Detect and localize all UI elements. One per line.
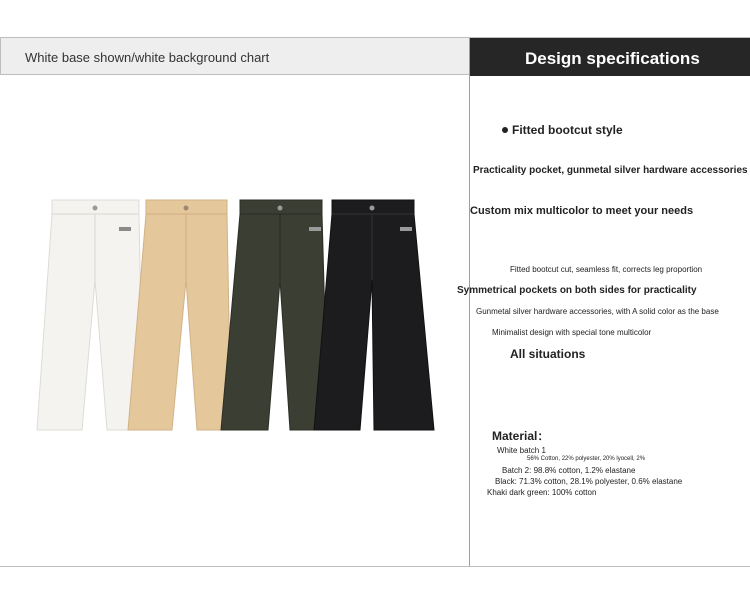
material-white-batch-1: White batch 1 [497,446,546,455]
khaki-jeans [128,200,231,430]
column-divider [469,38,470,566]
bottom-rule [0,566,750,567]
material-black: Black: 71.3% cotton, 28.1% polyester, 0.6% elastane [495,477,683,486]
material-title: Material： [492,429,550,443]
bullet-icon [502,127,508,133]
feature-2: Practicality pocket, gunmetal silver hardware accessories [473,165,748,176]
detail-3: Gunmetal silver hardware accessories, with A solid color as the base [476,307,719,316]
image-caption-bar [0,38,469,75]
detail-1: Fitted bootcut cut, seamless fit, corrects leg proportion [510,265,703,274]
detail-5: All situations [510,347,586,361]
spec-header-title: Design specifications [525,49,700,68]
white-jeans [37,200,143,430]
material-khaki-dark-green: Khaki dark green: 100% cotton [487,488,597,497]
detail-2: Symmetrical pockets on both sides for practicality [457,285,697,296]
material-batch-2: Batch 2: 98.8% cotton, 1.2% elastane [502,466,636,475]
dark-green-jeans [221,200,328,430]
detail-4: Minimalist design with special tone multicolor [492,328,652,337]
feature-3: Custom mix multicolor to meet your needs [470,205,694,217]
image-caption: White base shown/white background chart [25,50,270,65]
black-jeans [314,200,434,430]
jeans-product-image [0,190,469,440]
feature-1: Fitted bootcut style [512,123,623,137]
spec-header-bar [470,38,750,76]
material-white-batch-1-composition: 56% Cotton, 22% polyester, 20% lyocell, 2% [527,456,646,462]
